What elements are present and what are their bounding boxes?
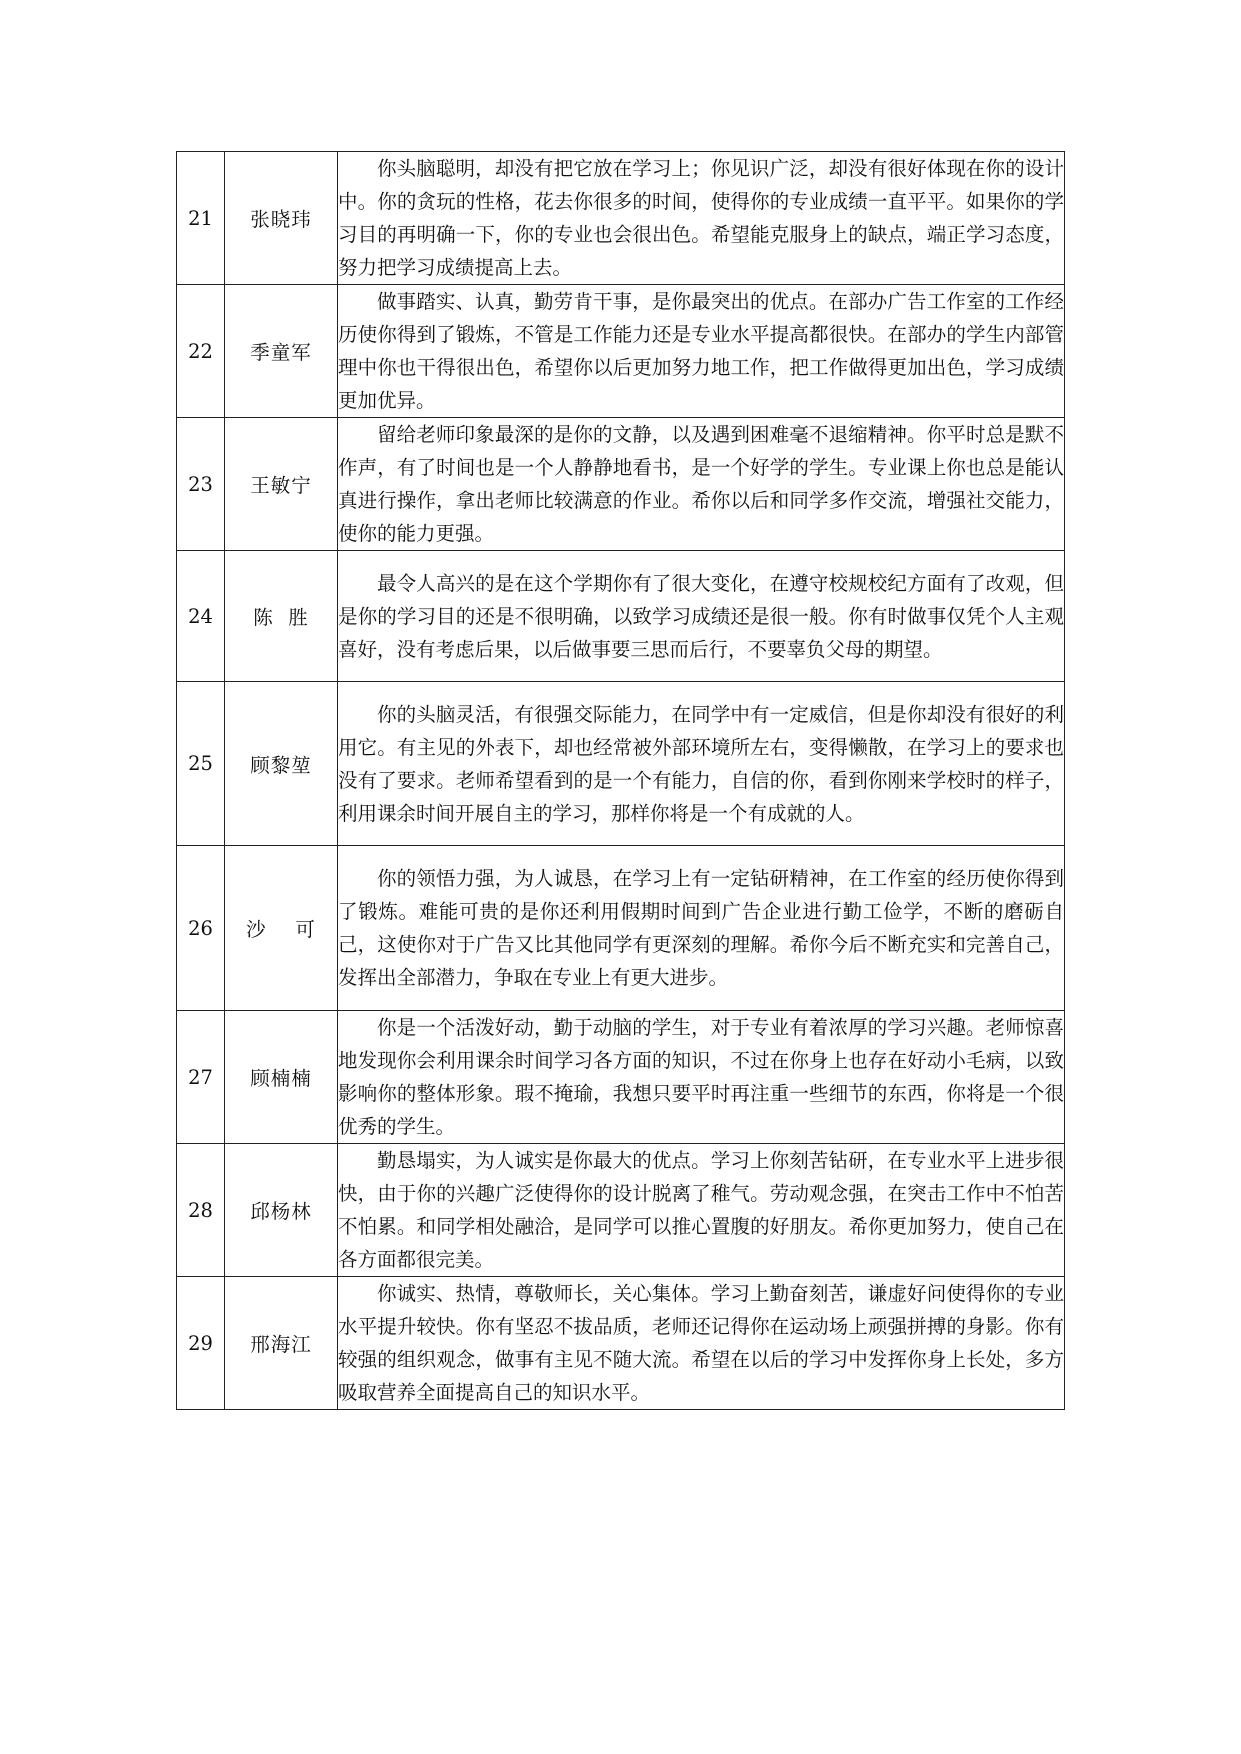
table-row: [177, 152, 1065, 285]
row-number: 22: [177, 285, 225, 418]
teacher-comment: 你的领悟力强，为人诚恳，在学习上有一定钻研精神，在工作室的经历使你得到了锻炼。难能可贵的是你还利用假期时间到广告企业进行勤工俭学，不断的磨砺自己，这使你对于广告又比其他同学有更深刻的理解。希你今后不断充实和完善自己，发挥出全部潜力，争取在专业上有更大进步。: [338, 846, 1065, 1011]
student-name: 季童军: [225, 285, 338, 418]
row-number: 28: [177, 1144, 225, 1277]
table-row: [177, 682, 1065, 846]
student-comments-table: [176, 151, 1065, 1410]
student-name: 邢海江: [225, 1277, 338, 1410]
row-number: 21: [177, 152, 225, 285]
table-row: [177, 551, 1065, 682]
teacher-comment: 你诚实、热情，尊敬师长，关心集体。学习上勤奋刻苦，谦虚好问使得你的专业水平提升较快。你有坚忍不拔品质，老师还记得你在运动场上顽强拼搏的身影。你有较强的组织观念，做事有主见不随大流。希望在以后的学习中发挥你身上长处，多方吸取营养全面提高自己的知识水平。: [338, 1277, 1065, 1410]
table-row: [177, 1011, 1065, 1144]
student-name: 张晓玮: [225, 152, 338, 285]
table-row: [177, 1277, 1065, 1410]
student-name: 沙 可: [225, 846, 338, 1011]
row-number: 23: [177, 418, 225, 551]
row-number: 24: [177, 551, 225, 682]
table-row: [177, 1144, 1065, 1277]
row-number: 27: [177, 1011, 225, 1144]
teacher-comment: 你是一个活泼好动，勤于动脑的学生，对于专业有着浓厚的学习兴趣。老师惊喜地发现你会利用课余时间学习各方面的知识，不过在你身上也存在好动小毛病，以致影响你的整体形象。瑕不掩瑜，我想只要平时再注重一些细节的东西，你将是一个很优秀的学生。: [338, 1011, 1065, 1144]
teacher-comment: 最令人高兴的是在这个学期你有了很大变化，在遵守校规校纪方面有了改观，但是你的学习目的还是不很明确，以致学习成绩还是很一般。你有时做事仅凭个人主观喜好，没有考虑后果，以后做事要三思而后行，不要辜负父母的期望。: [338, 551, 1065, 682]
row-number: 29: [177, 1277, 225, 1410]
student-name: 王敏宁: [225, 418, 338, 551]
teacher-comment: 你的头脑灵活，有很强交际能力，在同学中有一定威信，但是你却没有很好的利用它。有主见的外表下，却也经常被外部环境所左右，变得懒散，在学习上的要求也没有了要求。老师希望看到的是一个有能力，自信的你，看到你刚来学校时的样子，利用课余时间开展自主的学习，那样你将是一个有成就的人。: [338, 682, 1065, 846]
table-row: [177, 846, 1065, 1011]
teacher-comment: 留给老师印象最深的是你的文静，以及遇到困难毫不退缩精神。你平时总是默不作声，有了时间也是一个人静静地看书，是一个好学的学生。专业课上你也总是能认真进行操作，拿出老师比较满意的作业。希你以后和同学多作交流，增强社交能力，使你的能力更强。: [338, 418, 1065, 551]
teacher-comment: 做事踏实、认真，勤劳肯干事，是你最突出的优点。在部办广告工作室的工作经历使你得到了锻炼，不管是工作能力还是专业水平提高都很快。在部办的学生内部管理中你也干得很出色，希望你以后更加努力地工作，把工作做得更加出色，学习成绩更加优异。: [338, 285, 1065, 418]
teacher-comment: 勤恳塌实，为人诚实是你最大的优点。学习上你刻苦钻研，在专业水平上进步很快，由于你的兴趣广泛使得你的设计脱离了稚气。劳动观念强，在突击工作中不怕苦不怕累。和同学相处融洽，是同学可以推心置腹的好朋友。希你更加努力，使自己在各方面都很完美。: [338, 1144, 1065, 1277]
student-name: 顾楠楠: [225, 1011, 338, 1144]
row-number: 25: [177, 682, 225, 846]
teacher-comment: 你头脑聪明，却没有把它放在学习上；你见识广泛，却没有很好体现在你的设计中。你的贪玩的性格，花去你很多的时间，使得你的专业成绩一直平平。如果你的学习目的再明确一下，你的专业也会很出色。希望能克服身上的缺点，端正学习态度，努力把学习成绩提高上去。: [338, 152, 1065, 285]
student-name: 陈 胜: [225, 551, 338, 682]
row-number: 26: [177, 846, 225, 1011]
student-name: 顾黎堃: [225, 682, 338, 846]
table-row: [177, 285, 1065, 418]
student-name: 邱杨林: [225, 1144, 338, 1277]
table-row: [177, 418, 1065, 551]
